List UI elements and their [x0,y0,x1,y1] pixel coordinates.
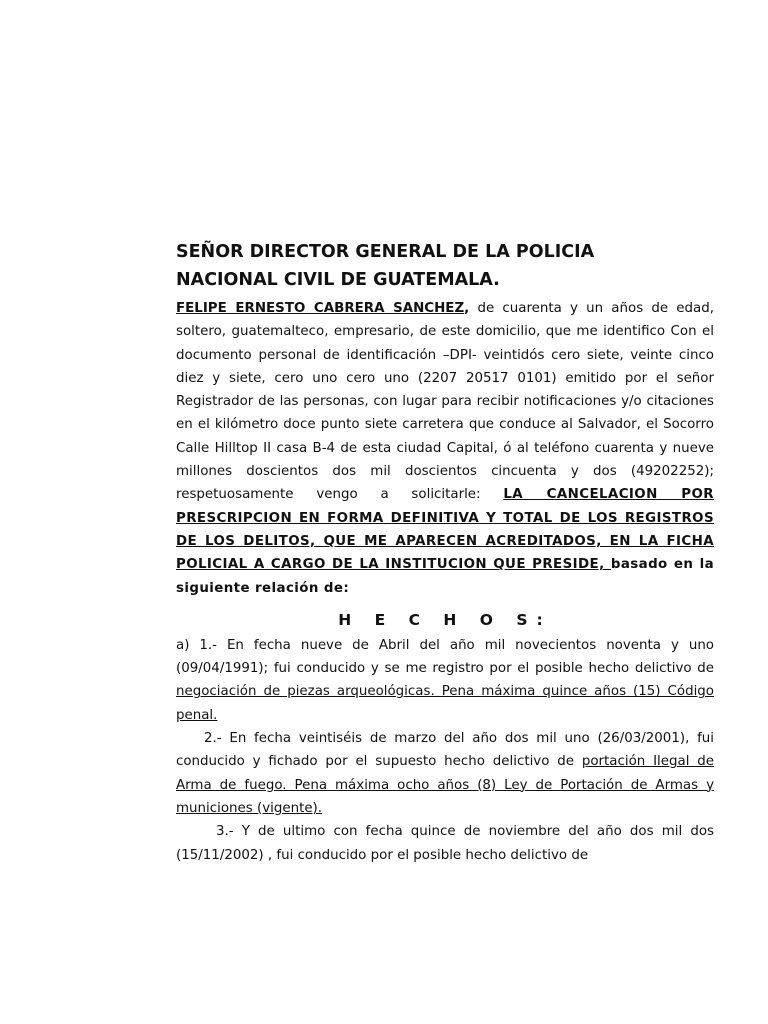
intro-paragraph [176,297,714,600]
fact-item-2 [176,727,714,820]
request-text: LA CANCELACION POR PRESCRIPCION EN FORMA DEFINITIVA Y TOTAL DE LOS REGISTROS DE LOS DELITOS, QUE ME APARECEN ACREDITADOS, EN LA FICHA POLICIAL A CARGO DE LA INSTITUCION QUE PRESIDE, [176,487,714,573]
name-comma: , [464,301,470,316]
fact-text: 3.- Y de ultimo con fecha quince de noviembre del año dos mil dos (15/11/2002) , fui conducido por el posible hecho delictivo de [176,824,714,863]
fact-item-3 [176,820,714,867]
heading-line-1: SEÑOR DIRECTOR GENERAL DE LA POLICIA [176,242,595,262]
fact-underlined: negociación de piezas arqueológicas. Pena máxima quince años (15) Código penal. [176,684,714,723]
hechos-title: H E C H O S: [338,610,552,629]
fact-underlined: portación Ilegal de Arma de fuego. Pena máxima ocho años (8) Ley de Portación de Armas y municiones (vigente). [176,754,714,816]
intro-text: de cuarenta y un años de edad, soltero, guatemalteco, empresario, de este domicilio, que me identifico Con el documento personal de identificación –DPI- veintidós cero siete, veinte cinco diez y siete, cero uno cero uno (2207 20517 0101) emitido por el señor Registrador de las personas, con lugar para recibir notificaciones y/o citaciones en el kilómetro doce punto siete carretera que conduce al Salvador, el Socorro Calle Hilltop II casa B-4 de esta ciudad Capital, ó al teléfono cuarenta y nueve millones doscientos dos mil doscientos cincuenta y dos (49202252); respetuosamente vengo a solicitarle: [176,301,714,503]
fact-text: 2.- En fecha veintiséis de marzo del año dos mil uno (26/03/2001), fui conducido y fichado por el supuesto hecho delictivo de [176,731,714,770]
fact-item-1 [176,634,714,727]
heading-line-2: NACIONAL CIVIL DE GUATEMALA. [176,270,500,290]
document-page [176,238,714,867]
fact-text: a) 1.- En fecha nueve de Abril del año mil novecientos noventa y uno (09/04/1991); fui conducido y se me registro por el posible hecho delictivo de [176,637,714,677]
intro-closing: basado en la siguiente relación de: [176,557,714,596]
petitioner-name: FELIPE ERNESTO CABRERA SANCHEZ [176,301,465,316]
